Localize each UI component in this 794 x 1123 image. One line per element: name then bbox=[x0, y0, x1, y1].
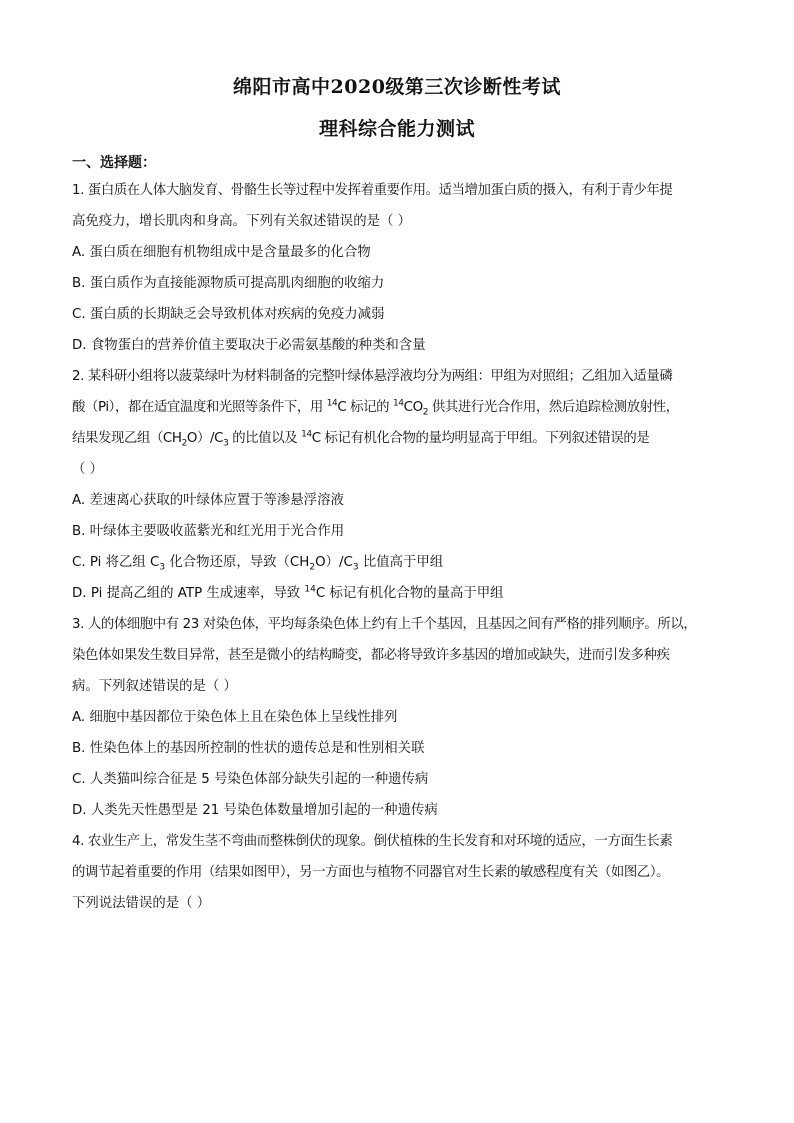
q1-stem-line-1: 1. 蛋白质在人体大脑发育、骨骼生长等过程中发挥着重要作用。适当增加蛋白质的摄入，有利于青少年提 bbox=[72, 183, 673, 198]
q1-stem-line-2: 高免疫力，增长肌肉和身高。下列有关叙述错误的是（ ） bbox=[72, 214, 412, 229]
q2-stem-line-4: （ ） bbox=[72, 462, 104, 477]
q2-stem-line-3: 结果发现乙组$(CH_2O)/C_3$ 的比值以及 $^{14}$C 标记有机化合物的量均明显高于甲组。下列叙述错误的是 bbox=[72, 429, 650, 449]
q4-stem-line-1: 4. 农业生产上，常发生茎不弯曲而整株倒伏的现象。倒伏植株的生长发育和对环境的适应，一方面生长素 bbox=[72, 834, 673, 849]
q3-option-c: C. 人类猫叫综合征是 5 号染色体部分缺失引起的一种遗传病 bbox=[72, 772, 429, 787]
q1-option-a: A. 蛋白质在细胞有机物组成中是含量最多的化合物 bbox=[72, 245, 371, 260]
q2-option-b: B. 叶绿体主要吸收蓝紫光和红光用于光合作用 bbox=[72, 524, 345, 539]
q1-option-b: B. 蛋白质作为直接能源物质可提高肌肉细胞的收缩力 bbox=[72, 276, 385, 291]
q3-option-d: D. 人类先天性愚型是 21 号染色体数量增加引起的一种遗传病 bbox=[72, 803, 438, 818]
q3-option-b: B. 性染色体上的基因所控制的性状的遗传总是和性别相关联 bbox=[72, 741, 425, 756]
section-heading: 一、选择题： bbox=[72, 155, 156, 171]
q4-stem-line-2: 的调节起着重要的作用（结果如图甲），另一方面也与植物不同器官对生长素的敏感程度有关（如图乙）。 bbox=[72, 865, 670, 880]
q1-option-d: D. 食物蛋白的营养价值主要取决于必需氨基酸的种类和含量 bbox=[72, 338, 426, 353]
q2-option-a: A. 差速离心获取的叶绿体应置于等渗悬浮溶液 bbox=[72, 493, 344, 508]
q2-stem-line-2: 酸（Pi），都在适宜温度和光照等条件下，用 $^{14}$C 标记的 $^{14}CO_2$ 供其进行光合作用，然后追踪检测放射性， bbox=[72, 398, 679, 418]
q3-stem-line-3: 病。下列叙述错误的是（ ） bbox=[72, 679, 237, 694]
q2-option-c: C. Pi 将乙组 $C_3$ 化合物还原，导致$(CH_2O)/C_3$ 比值高于甲组 bbox=[72, 555, 444, 573]
q4-stem-line-3: 下列说法错误的是（ ） bbox=[72, 896, 211, 911]
q1-option-c: C. 蛋白质的长期缺乏会导致机体对疾病的免疫力减弱 bbox=[72, 307, 385, 322]
q3-stem-line-1: 3. 人的体细胞中有 23 对染色体，平均每条染色体上约有上千个基因，且基因之间有严格的排列顺序。所以， bbox=[72, 617, 697, 632]
q2-option-d: D. Pi 提高乙组的 ATP 生成速率，导致 $^{14}$C 标记有机化合物的量高于甲组 bbox=[72, 584, 504, 601]
exam-title: 绵阳市高中2020级第三次诊断性考试 bbox=[233, 76, 561, 98]
exam-subtitle: 理科综合能力测试 bbox=[318, 118, 475, 140]
q2-stem-line-1: 2. 某科研小组将以菠菜绿叶为材料制备的完整叶绿体悬浮液均分为两组：甲组为对照组；乙组加入适量磷 bbox=[72, 369, 673, 384]
q3-stem-line-2: 染色体如果发生数目异常，甚至是微小的结构畸变，都必将导致许多基因的增加或缺失，进而引发多种疾 bbox=[72, 648, 670, 663]
q3-option-a: A. 细胞中基因都位于染色体上且在染色体上呈线性排列 bbox=[72, 710, 398, 725]
